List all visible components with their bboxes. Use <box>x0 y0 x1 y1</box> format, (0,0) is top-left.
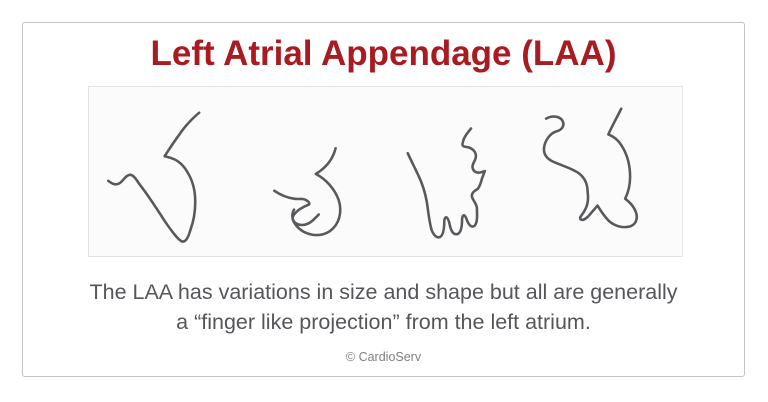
laa-variation-sketch-1 <box>108 113 199 242</box>
laa-variation-sketch-3 <box>408 129 485 238</box>
laa-variation-sketch-4 <box>544 109 637 227</box>
slide-card <box>22 22 745 377</box>
page-title: Left Atrial Appendage (LAA) <box>150 34 617 73</box>
copyright-text: © CardioServ <box>345 350 422 364</box>
laa-variation-sketch-2-tail <box>274 191 318 225</box>
caption-line-1: The LAA has variations in size and shape but all are generally <box>89 280 678 304</box>
laa-shapes-panel <box>88 86 683 257</box>
laa-sketches-figure <box>89 87 682 256</box>
laa-variation-sketch-2 <box>292 148 340 235</box>
caption-text <box>23 277 744 337</box>
caption-line-2: a “finger like projection” from the left atrium. <box>176 310 591 334</box>
